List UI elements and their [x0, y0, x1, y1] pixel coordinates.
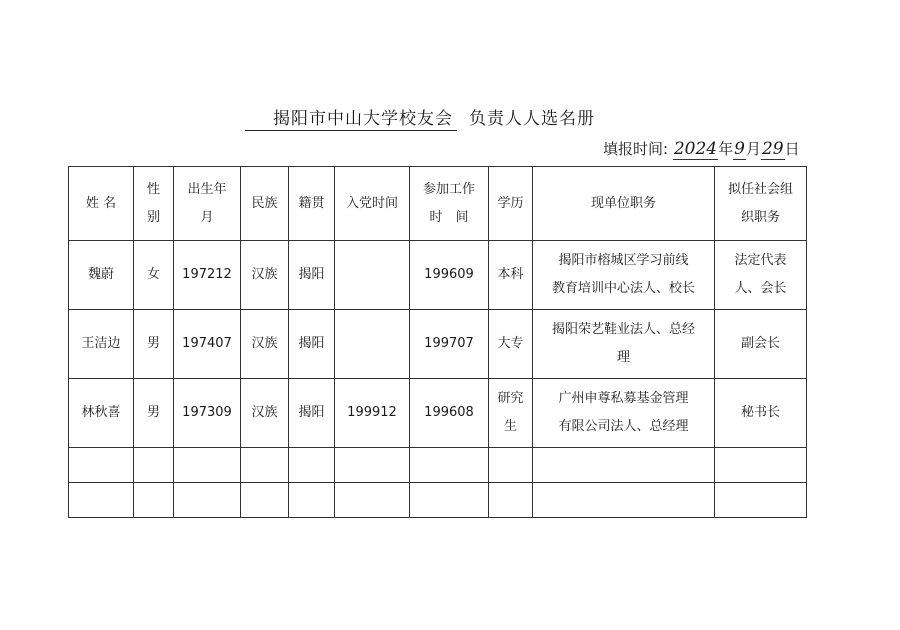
cell-education: 研究 生: [489, 379, 533, 448]
cell-proposed-role: 法定代表 人、会长: [715, 241, 807, 310]
cell-gender: 女: [134, 241, 174, 310]
column-header: 学历: [489, 167, 533, 241]
cell-proposed-role: 秘书长: [715, 379, 807, 448]
column-header: 姓 名: [69, 167, 134, 241]
cell-origin: 揭阳: [289, 241, 335, 310]
empty-cell: [489, 483, 533, 518]
date-month: 9: [734, 139, 745, 159]
column-header: 籍贯: [289, 167, 335, 241]
cell-current-position: 广州申尊私募基金管理 有限公司法人、总经理: [533, 379, 715, 448]
table-header-row: [69, 167, 807, 241]
column-header: 参加工作 时 间: [410, 167, 489, 241]
empty-cell: [289, 448, 335, 483]
document-title: [245, 104, 595, 131]
title-organization: 揭阳市中山大学校友会: [245, 104, 457, 131]
cell-gender: 男: [134, 310, 174, 379]
column-header: 出生年 月: [174, 167, 241, 241]
table-row: [69, 379, 807, 448]
cell-origin: 揭阳: [289, 379, 335, 448]
cell-birth: 197407: [174, 310, 241, 379]
column-header: 民族: [241, 167, 289, 241]
empty-row: [69, 448, 807, 483]
cell-party-date: 199912: [335, 379, 410, 448]
date-day: 29: [761, 139, 784, 159]
empty-row: [69, 483, 807, 518]
cell-party-date: [335, 241, 410, 310]
empty-cell: [533, 483, 715, 518]
table-row: [69, 310, 807, 379]
column-header: 入党时间: [335, 167, 410, 241]
date-day-unit: 日: [784, 140, 800, 158]
empty-cell: [715, 483, 807, 518]
empty-cell: [410, 483, 489, 518]
date-month-unit: 月: [745, 140, 761, 158]
empty-cell: [715, 448, 807, 483]
date-year-unit: 年: [718, 140, 734, 158]
cell-name: 王洁边: [69, 310, 134, 379]
cell-education: 本科: [489, 241, 533, 310]
cell-ethnicity: 汉族: [241, 379, 289, 448]
empty-cell: [489, 448, 533, 483]
cell-birth: 197212: [174, 241, 241, 310]
cell-origin: 揭阳: [289, 310, 335, 379]
cell-gender: 男: [134, 379, 174, 448]
cell-ethnicity: 汉族: [241, 310, 289, 379]
table-row: [69, 241, 807, 310]
cell-ethnicity: 汉族: [241, 241, 289, 310]
empty-cell: [134, 483, 174, 518]
column-header: 现单位职务: [533, 167, 715, 241]
cell-proposed-role: 副会长: [715, 310, 807, 379]
empty-cell: [410, 448, 489, 483]
date-year: 2024: [673, 139, 718, 159]
cell-name: 魏蔚: [69, 241, 134, 310]
cell-work-date: 199608: [410, 379, 489, 448]
column-header: 拟任社会组 织职务: [715, 167, 807, 241]
empty-cell: [335, 448, 410, 483]
empty-cell: [174, 483, 241, 518]
empty-cell: [174, 448, 241, 483]
date-label: 填报时间:: [603, 140, 669, 158]
cell-birth: 197309: [174, 379, 241, 448]
empty-cell: [289, 483, 335, 518]
empty-cell: [69, 483, 134, 518]
cell-work-date: 199707: [410, 310, 489, 379]
cell-name: 林秋喜: [69, 379, 134, 448]
empty-cell: [241, 448, 289, 483]
empty-cell: [134, 448, 174, 483]
cell-current-position: 揭阳市榕城区学习前线 教育培训中心法人、校长: [533, 241, 715, 310]
cell-current-position: 揭阳荣艺鞋业法人、总经 理: [533, 310, 715, 379]
title-text: 负责人人选名册: [469, 109, 595, 129]
empty-cell: [241, 483, 289, 518]
fill-date: [603, 138, 800, 159]
column-header: 性 别: [134, 167, 174, 241]
cell-education: 大专: [489, 310, 533, 379]
cell-party-date: [335, 310, 410, 379]
empty-cell: [335, 483, 410, 518]
empty-cell: [533, 448, 715, 483]
table-body: [69, 241, 807, 518]
roster-table: [68, 166, 807, 518]
empty-cell: [69, 448, 134, 483]
cell-work-date: 199609: [410, 241, 489, 310]
